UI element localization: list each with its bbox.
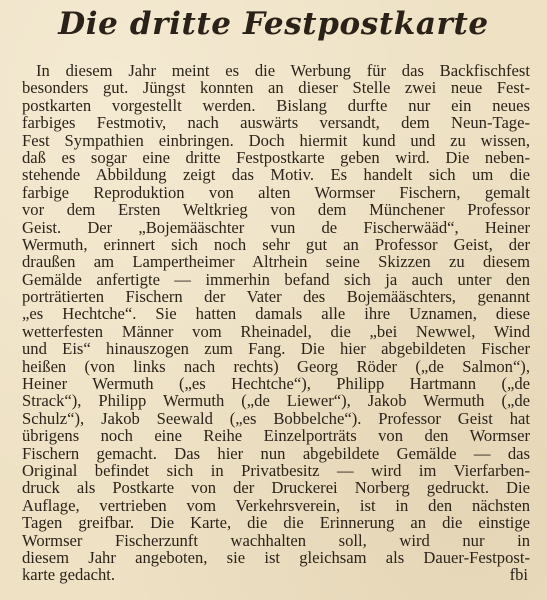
- article-line: Heiner Wermuth („es Hechtche“), Philipp Hartmann („de: [22, 374, 530, 394]
- article-last-line: [22, 566, 530, 583]
- author-signature: fbi: [509, 565, 528, 585]
- article-line: porträtierten Fischern der Vater des Bojemääschters, genannt: [22, 287, 530, 307]
- article-line: In diesem Jahr meint es die Werbung für das Backfischfest: [36, 61, 530, 80]
- article-line: druck als Postkarte von der Druckerei Norberg gedruckt. Die: [22, 478, 530, 498]
- article-line: karte gedacht.: [22, 565, 116, 585]
- article-line: daß es sogar eine dritte Festpostkarte geben wird. Die neben-: [22, 147, 530, 167]
- article-line: Gemälde anfertigte — immerhin befand sich ja auch unter den: [22, 269, 530, 289]
- article-body: [22, 62, 530, 584]
- article-line: Geist. Der „Bojemääschter vun de Fischerwääd“, Heiner: [22, 217, 530, 237]
- article-line: wetterfesten Männer vom Rheinadel, die „bei Newwel, Wind: [22, 321, 530, 341]
- article-line: stehende Abbildung zeigt das Motiv. Es handelt sich um die: [22, 165, 530, 185]
- article-line: heißen (von links nach rechts) Georg Röder („de Salmon“),: [22, 356, 530, 376]
- article-line: farbiges Festmotiv, nach auswärts versandt, dem Neun-Tage-: [22, 113, 530, 133]
- article-line: postkarten vorgestellt werden. Bislang durfte nur ein neues: [22, 95, 530, 115]
- article-line: Schulz“), Jakob Seewald („es Bobbelche“). Professor Geist hat: [22, 408, 530, 428]
- article-line: Original befindet sich in Privatbesitz — wird im Vierfarben-: [22, 460, 530, 480]
- article-line: Wermuth, erinnert sich noch sehr gut an Professor Geist, der: [22, 234, 530, 254]
- article-line: draußen am Lampertheimer Altrhein seine Skizzen zu diesem: [22, 252, 530, 272]
- article-headline: Die dritte Festpostkarte: [58, 6, 489, 42]
- article-line: Tagen greifbar. Die Karte, die die Erinnerung an die einstige: [22, 513, 530, 533]
- article-line: Fischern gemacht. Das hier nun abgebildete Gemälde — das: [22, 443, 530, 463]
- article-line: diesem Jahr angeboten, sie ist gleichsam als Dauer-Festpost-: [22, 547, 530, 567]
- article-line: vor dem Ersten Weltkrieg von dem Münchener Professor: [22, 200, 530, 220]
- article-line: „es Hechtche“. Sie hatten damals alle ihre Uznamen, diese: [22, 304, 530, 324]
- article-line: übrigens noch eine Reihe Einzelporträts von den Wormser: [22, 426, 530, 446]
- article-line: Wormser Fischerzunft wachhalten soll, wird nur in: [22, 530, 530, 550]
- article-line: besonders gut. Jüngst konnten an dieser Stelle zwei neue Fest-: [22, 78, 530, 98]
- article-line: Auflage, vertrieben vom Verkehrsverein, ist in den nächsten: [22, 495, 530, 515]
- article-line: farbige Reproduktion von alten Wormser Fischern, gemalt: [22, 182, 530, 202]
- article-line: Fest Sympathien einbringen. Doch hiermit kund und zu wissen,: [22, 130, 530, 150]
- article-line: Strack“), Philipp Wermuth („de Liewer“), Jakob Wermuth („de: [22, 391, 530, 411]
- article-line: und Eis“ hinauszogen zum Fang. Die hier abgebildeten Fischer: [22, 339, 530, 359]
